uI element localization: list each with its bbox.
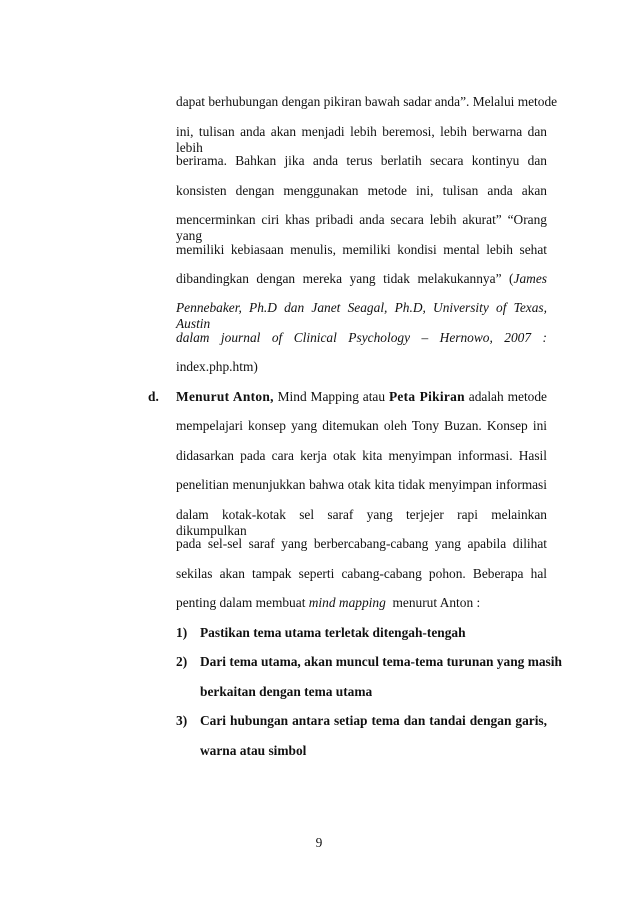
list-item: Dari tema utama, akan muncul tema-tema turunan yang masih <box>200 654 562 669</box>
paragraph-text: dibandingkan dengan mereka yang tidak melakukannya” ( <box>176 271 514 286</box>
section-text: Mind Mapping atau <box>273 389 389 404</box>
list-item-continued: berkaitan dengan tema utama <box>200 684 373 699</box>
list-item: Cari hubungan antara setiap tema dan tandai dengan garis, <box>200 713 547 728</box>
page-number: 9 <box>315 835 323 850</box>
list-number: 2) <box>176 654 188 669</box>
paragraph-line: memiliki kebiasaan menulis, memiliki kondisi mental lebih sehat <box>176 242 547 257</box>
section-line: didasarkan pada cara kerja otak kita menyimpan informasi. Hasil <box>176 448 547 463</box>
list-item: Pastikan tema utama terletak ditengah-tengah <box>200 625 466 640</box>
paragraph-line: mencerminkan ciri khas pribadi anda secara lebih akurat” “Orang yang <box>176 212 547 243</box>
term-peta-pikiran: Peta Pikiran <box>388 389 465 404</box>
section-text: adalah metode <box>464 389 547 404</box>
paragraph-line: berirama. Bahkan jika anda terus berlatih secara kontinyu dan <box>176 153 547 168</box>
list-number: 3) <box>176 713 188 728</box>
section-line: sekilas akan tampak seperti cabang-cabang pohon. Beberapa hal <box>176 566 547 581</box>
paragraph-line: konsisten dengan menggunakan metode ini, tulisan anda akan <box>176 183 547 198</box>
list-number: 1) <box>176 625 188 640</box>
paragraph-line: dapat berhubungan dengan pikiran bawah sadar anda”. Melalui metode <box>176 94 558 109</box>
section-line: mempelajari konsep yang ditemukan oleh Tony Buzan. Konsep ini <box>176 418 547 433</box>
section-first-line <box>176 389 547 405</box>
author-name: Menurut Anton, <box>176 389 274 404</box>
citation-line: dalam journal of Clinical Psychology – Hernowo, 2007 : <box>176 330 547 345</box>
section-line: dalam kotak-kotak sel saraf yang terjejer rapi melainkan dikumpulkan <box>176 507 547 538</box>
citation-line: Pennebaker, Ph.D dan Janet Seagal, Ph.D, University of Texas, Austin <box>176 300 547 331</box>
section-marker: d. <box>148 389 159 404</box>
section-line: pada sel-sel saraf yang berbercabang-cabang yang apabila dilihat <box>176 536 547 551</box>
citation-author: James <box>513 271 547 286</box>
list-item-continued: warna atau simbol <box>200 743 307 758</box>
term-mind-mapping: mind mapping <box>308 595 386 610</box>
section-text: penting dalam membuat <box>176 595 309 610</box>
section-last-line <box>176 595 480 611</box>
paragraph-line: ini, tulisan anda akan menjadi lebih beremosi, lebih berwarna dan lebih <box>176 124 547 155</box>
section-line: penelitian menunjukkan bahwa otak kita tidak menyimpan informasi <box>176 477 547 492</box>
citation-url: index.php.htm) <box>176 359 258 374</box>
paragraph-line-citation <box>176 271 547 287</box>
section-text: menurut Anton : <box>385 595 481 610</box>
